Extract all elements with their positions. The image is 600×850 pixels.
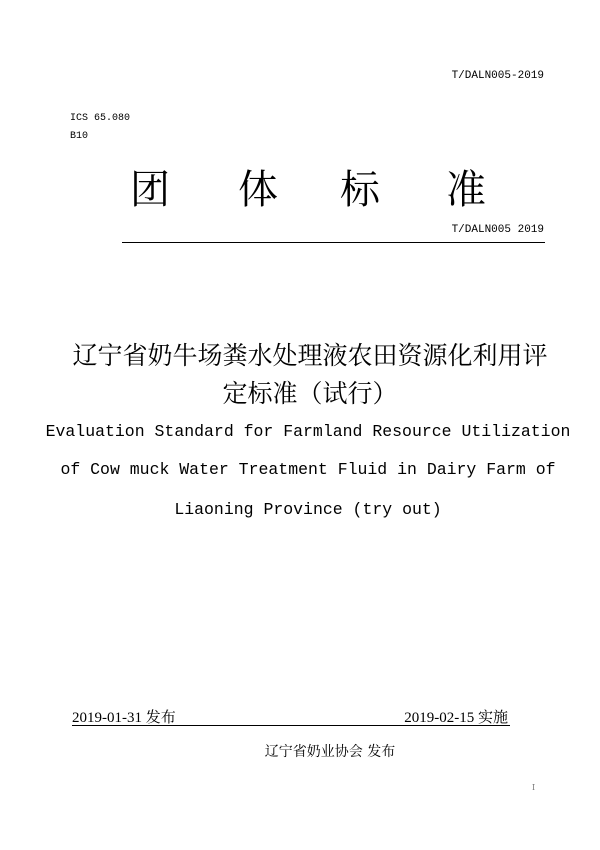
publish-date: 2019-01-31 发布 (72, 710, 176, 726)
title-zh-line1: 辽宁省奶牛场粪水处理液农田资源化利用评 (72, 341, 548, 370)
title-char: 准 (446, 167, 486, 213)
standard-code-header: T/DALN005-2019 (451, 70, 544, 82)
ics-code: ICS 65.080 (70, 113, 131, 124)
title-en-line2: of Cow muck Water Treatment Fluid in Dairy Farm of (60, 460, 556, 479)
title-en-line1: Evaluation Standard for Farmland Resource Utilization (45, 422, 571, 441)
title-char: 标 (340, 167, 380, 213)
publisher: 辽宁省奶业协会 发布 (264, 744, 396, 760)
ccs-code: B10 (70, 131, 89, 142)
title-char: 体 (238, 167, 278, 213)
title-char: 团 (130, 167, 170, 213)
title-en-line3: Liaoning Province (try out) (174, 500, 442, 519)
title-zh-line2: 定标准（试行） (222, 379, 398, 408)
page-number: I (532, 783, 536, 792)
standard-code: T/DALN005 2019 (451, 224, 544, 236)
divider (122, 242, 545, 243)
implement-date: 2019-02-15 实施 (404, 710, 508, 726)
date-divider (72, 725, 510, 726)
